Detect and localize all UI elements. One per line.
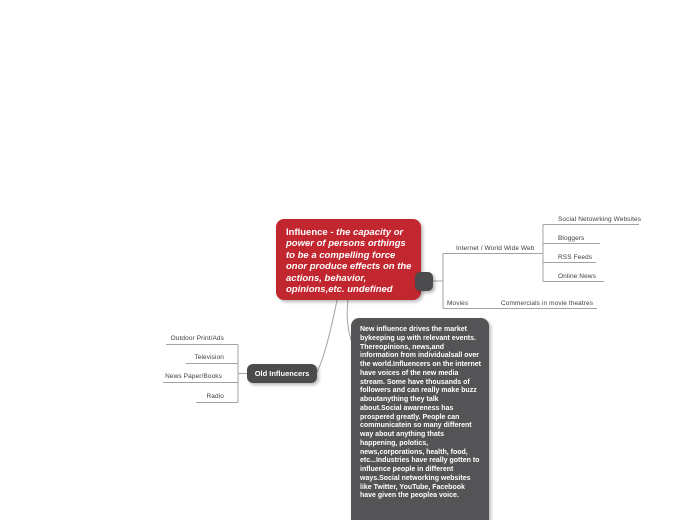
node-radio[interactable]: Radio: [206, 392, 224, 400]
node-online-news[interactable]: Online News: [558, 272, 596, 280]
node-commercials-in-movie-theatres[interactable]: Commercials in movie theatres: [501, 299, 594, 307]
central-node-influence[interactable]: [276, 219, 421, 300]
central-node-title: Influence -: [286, 227, 334, 238]
node-news-paper-books[interactable]: News Paper/Books: [165, 373, 222, 380]
node-internet-world-wide-web[interactable]: Internet / World Wide Web: [456, 245, 535, 252]
central-node-body: the capacity or power of persons orthings to be a compelling force onor produce effects on the actions, behavior, opinions,etc. undefined: [286, 227, 412, 296]
node-old-influencers[interactable]: Old Influencers: [247, 364, 317, 383]
node-rss-feeds[interactable]: RSS Feeds: [558, 253, 593, 261]
node-new-influence-note[interactable]: New influence drives the market bykeeping up with relevant events. Thereopinions, news,and information from individualsall over the world.Influencers on the internet have voices of the new media stream. Some have thousands of followers and can really make buzz aboutanything they talk about.Social awareness has prospered greatly. People can communicatein so many different way about anything thats happening, polotics, news,corporations, health, food, etc...Industries have really gotten to influence people in different ways.Social networking websites like Twitter, YouTube, Facebook have given the peoplea voice.: [351, 318, 489, 520]
node-movies[interactable]: Movies: [447, 299, 469, 307]
node-television[interactable]: Television: [194, 354, 224, 361]
collapsed-node[interactable]: [415, 272, 433, 291]
node-outdoor-print-ads[interactable]: Outdoor Print/Ads: [170, 335, 224, 342]
node-bloggers[interactable]: Bloggers: [558, 234, 585, 242]
edge-central-to-old-influencers: [317, 300, 337, 372]
node-social-networking-websites[interactable]: Social Netowrking Websites: [558, 215, 642, 223]
